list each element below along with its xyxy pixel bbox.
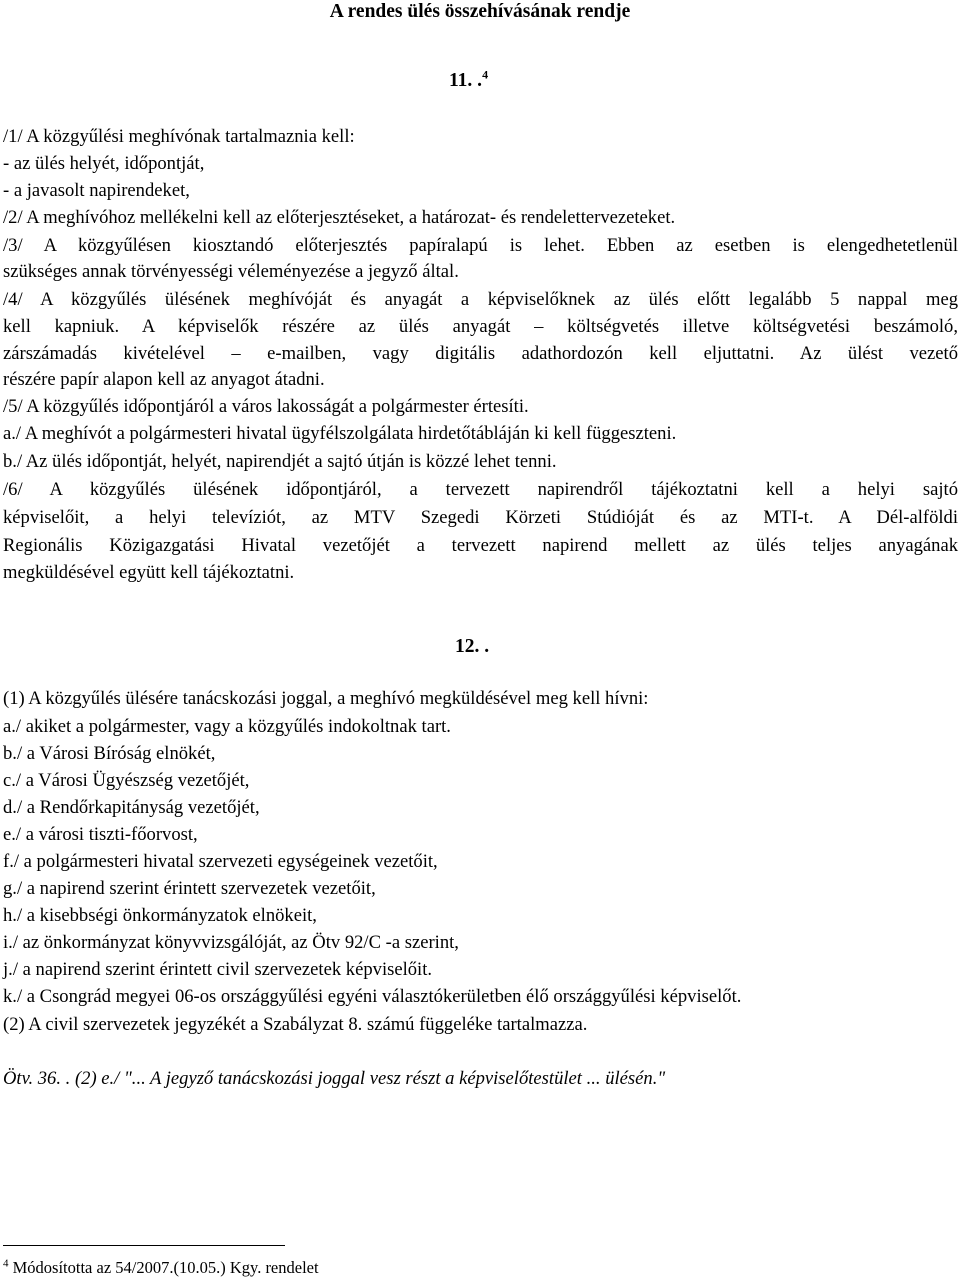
law-quote: Ötv. 36. . (2) e./ "... A jegyző tanácskozási joggal vesz részt a képviselőtestület ... ülésén." [3, 1068, 666, 1089]
list-item: e./ a városi tiszti-főorvost, [3, 824, 198, 845]
page-title: A rendes ülés összehívásának rendje [329, 1, 631, 22]
s11-para-1: /1/ A közgyűlési meghívónak tartalmaznia kell: [3, 126, 355, 147]
s11-para-6-line-3: Regionális Közigazgatási Hivatal vezetőjét a tervezett napirend mellett az ülés teljes anyagának [3, 535, 958, 556]
list-item: a./ akiket a polgármester, vagy a közgyűlés indokoltnak tart. [3, 716, 451, 737]
section-12-heading: 12. . [455, 636, 490, 657]
footnote [3, 1258, 319, 1278]
list-item: f./ a polgármesteri hivatal szervezeti egységeinek vezetőit, [3, 851, 438, 872]
s11-para-5: /5/ A közgyűlés időpontjáról a város lakosságát a polgármester értesíti. [3, 396, 529, 417]
footnote-ref[interactable]: 4 [482, 67, 489, 82]
s11-para-4-line-2: kell kapniuk. A képviselők részére az ülés anyagát – költségvetés illetve költségvetési beszámoló, [3, 316, 958, 337]
s11-para-1-item-b: - a javasolt napirendeket, [3, 180, 190, 201]
list-item: i./ az önkormányzat könyvvizsgálóját, az Ötv 92/C -a szerint, [3, 932, 459, 953]
section-11-heading [449, 67, 489, 92]
footnote-text: Módosította az 54/2007.(10.05.) Kgy. rendelet [12, 1258, 319, 1277]
footnote-number: 4 [3, 1257, 9, 1270]
list-item: g./ a napirend szerint érintett szervezetek vezetőit, [3, 878, 376, 899]
list-item: k./ a Csongrád megyei 06-os országgyűlési egyéni választókerületben élő országgyűlési képviselőt. [3, 986, 742, 1007]
s11-para-4-line-4: részére papír alapon kell az anyagot átadni. [3, 369, 325, 390]
list-item: j./ a napirend szerint érintett civil szervezetek képviselőit. [3, 959, 433, 980]
s12-para-2: (2) A civil szervezetek jegyzékét a Szabályzat 8. számú függeléke tartalmazza. [3, 1014, 588, 1035]
s11-para-4-line-1: /4/ A közgyűlés ülésének meghívóját és anyagát a képviselőknek az ülés előtt legalább 5 nappal meg [3, 289, 958, 310]
footnote-divider [3, 1245, 285, 1246]
list-item: c./ a Városi Ügyészség vezetőjét, [3, 770, 250, 791]
list-item: d./ a Rendőrkapitányság vezetőjét, [3, 797, 260, 818]
s11-para-6-line-4: megküldésével együtt kell tájékoztatni. [3, 562, 295, 583]
s11-para-4-line-3: zárszámadás kivételével – e-mailben, vagy digitális adathordozón kell eljuttatni. Az ülést vezető [3, 343, 958, 364]
s12-para-1: (1) A közgyűlés ülésére tanácskozási joggal, a meghívó megküldésével meg kell hívni: [3, 688, 649, 709]
s11-para-2: /2/ A meghívóhoz mellékelni kell az előterjesztéseket, a határozat- és rendelettervezeteket. [3, 207, 676, 228]
s11-para-6-line-1: /6/ A közgyűlés ülésének időpontjáról, a tervezett napirendről tájékoztatni kell a helyi sajtó [3, 479, 958, 500]
s11-para-3-line-1: /3/ A közgyűlésen kiosztandó előterjesztés papíralapú is lehet. Ebben az esetben is elengedhetetlenül [3, 235, 958, 256]
s11-para-1-item-a: - az ülés helyét, időpontját, [3, 153, 205, 174]
list-item: h./ a kisebbségi önkormányzatok elnökeit, [3, 905, 317, 926]
section-11-number: 11. . [449, 70, 483, 91]
list-item: b./ a Városi Bíróság elnökét, [3, 743, 216, 764]
s11-para-6-line-2: képviselőit, a helyi televíziót, az MTV Szegedi Körzeti Stúdióját és az MTI-t. A Dél-alföldi [3, 507, 958, 528]
s11-para-5-item-a: a./ A meghívót a polgármesteri hivatal ügyfélszolgálata hirdetőtábláján ki kell függeszteni. [3, 423, 677, 444]
s11-para-3-line-2: szükséges annak törvényességi véleményezése a jegyző által. [3, 261, 459, 282]
s11-para-5-item-b: b./ Az ülés időpontját, helyét, napirendjét a sajtó útján is közzé lehet tenni. [3, 451, 557, 472]
